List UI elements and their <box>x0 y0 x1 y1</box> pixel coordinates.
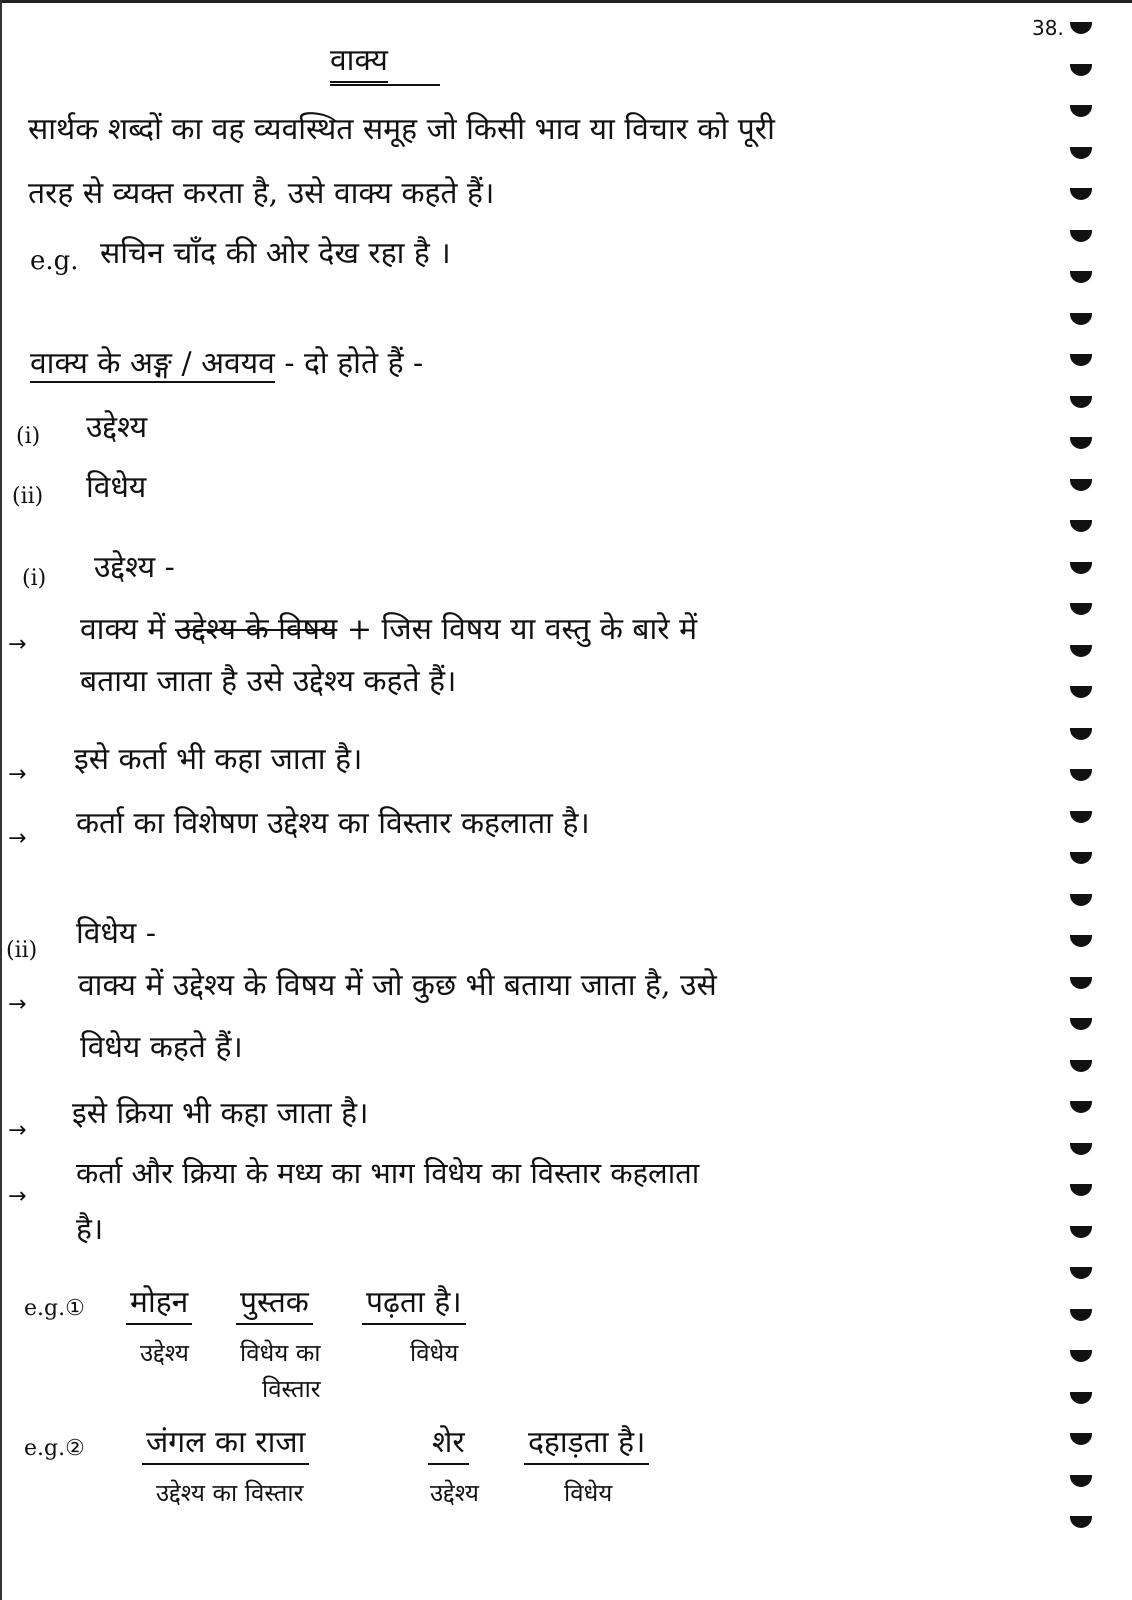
arrow-icon: → <box>8 632 27 657</box>
page-number: 38. <box>1032 16 1064 40</box>
spiral-ring <box>1070 1516 1092 1528</box>
spiral-ring <box>1070 354 1092 366</box>
spiral-ring <box>1070 603 1092 615</box>
example-2-subject-extension: जंगल का राजा <box>142 1420 309 1465</box>
spiral-ring <box>1070 520 1092 532</box>
spiral-ring <box>1070 313 1092 325</box>
spiral-ring <box>1070 1433 1092 1445</box>
example-1-label-extension: विधेय का <box>240 1339 321 1367</box>
subject-point-2: इसे कर्ता भी कहा जाता है। <box>74 742 363 777</box>
spiral-ring <box>1070 1267 1092 1279</box>
example-2-label-predicate: विधेय <box>564 1479 613 1507</box>
arrow-icon: → <box>8 762 27 787</box>
spiral-ring <box>1070 1101 1092 1113</box>
spiral-ring <box>1070 479 1092 491</box>
parts-list-marker-1: (i) <box>16 424 41 449</box>
spiral-ring <box>1070 396 1092 408</box>
definition-example: सचिन चाँद की ओर देख रहा है । <box>100 236 451 271</box>
arrow-icon: → <box>8 992 27 1017</box>
spiral-ring <box>1070 645 1092 657</box>
title-double-underline <box>330 84 440 86</box>
parts-heading-rest: - दो होते हैं - <box>274 346 424 381</box>
definition-line-1: सार्थक शब्दों का वह व्यवस्थित समूह जो किसी भाव या विचार को पूरी <box>28 112 775 147</box>
page-top-edge <box>0 0 1132 3</box>
spiral-ring <box>1070 562 1092 574</box>
arrow-icon: → <box>8 1118 27 1143</box>
spiral-ring <box>1070 1309 1092 1321</box>
predicate-point-1-line-2: विधेय कहते हैं। <box>80 1030 243 1065</box>
spiral-ring <box>1070 1018 1092 1030</box>
subject-point-1-line-2: बताया जाता है उसे उद्देश्य कहते हैं। <box>80 664 457 699</box>
spiral-binding <box>1070 22 1100 1582</box>
example-1-label-extension-2: विस्तार <box>262 1375 321 1403</box>
spiral-ring <box>1070 437 1092 449</box>
spiral-ring <box>1070 230 1092 242</box>
parts-list-item-1: उद्देश्य <box>86 410 148 445</box>
spiral-ring <box>1070 147 1092 159</box>
subject-point-3: कर्ता का विशेषण उद्देश्य का विस्तार कहलाता है। <box>76 806 590 841</box>
arrow-icon: → <box>8 826 27 851</box>
spiral-ring <box>1070 894 1092 906</box>
subject-section-heading: उद्देश्य - <box>94 550 175 585</box>
spiral-ring <box>1070 1392 1092 1404</box>
spiral-ring <box>1070 977 1092 989</box>
page-left-edge <box>0 0 2 1600</box>
spiral-ring <box>1070 811 1092 823</box>
spiral-ring <box>1070 64 1092 76</box>
subject-section-marker: (i) <box>22 566 47 591</box>
parts-list-item-2: विधेय <box>86 470 147 505</box>
predicate-point-1-line-1: वाक्य में उद्देश्य के विषय में जो कुछ भी बताया जाता है, उसे <box>78 968 717 1003</box>
predicate-point-3-line-2: है। <box>76 1212 104 1247</box>
example-2-subject: शेर <box>428 1420 469 1465</box>
spiral-ring <box>1070 22 1092 34</box>
spiral-ring <box>1070 1184 1092 1196</box>
example-1-label-subject: उद्देश्य <box>140 1339 189 1367</box>
predicate-section-heading: विधेय - <box>76 916 156 951</box>
struck-text: उद्देश्य के विषय <box>174 612 338 647</box>
spiral-ring <box>1070 188 1092 200</box>
arrow-icon: → <box>8 1184 27 1209</box>
parts-list-marker-2: (ii) <box>12 484 44 509</box>
definition-line-2: तरह से व्यक्त करता है, उसे वाक्य कहते हैं। <box>28 176 495 211</box>
example-1-marker: e.g.① <box>24 1296 85 1321</box>
spiral-ring <box>1070 105 1092 117</box>
predicate-point-2: इसे क्रिया भी कहा जाता है। <box>72 1096 369 1131</box>
spiral-ring <box>1070 686 1092 698</box>
example-2-marker: e.g.② <box>24 1436 85 1461</box>
example-prefix: e.g. <box>30 246 79 276</box>
spiral-ring <box>1070 1475 1092 1487</box>
example-1-predicate: पढ़ता है। <box>362 1280 466 1325</box>
predicate-point-3-line-1: कर्ता और क्रिया के मध्य का भाग विधेय का विस्तार कहलाता <box>76 1156 700 1190</box>
subject-point-1-line-1: वाक्य में उद्देश्य के विषय + जिस विषय या वस्तु के बारे में <box>80 612 698 647</box>
example-2-label-subject: उद्देश्य <box>430 1479 479 1507</box>
predicate-section-marker: (ii) <box>6 938 38 963</box>
example-1-predicate-extension: पुस्तक <box>236 1280 313 1325</box>
example-1-label-predicate: विधेय <box>410 1339 459 1367</box>
example-1-subject: मोहन <box>126 1280 192 1325</box>
page-title: वाक्य <box>330 38 388 83</box>
parts-heading-underlined: वाक्य के अङ्ग / अवयव <box>30 346 275 381</box>
spiral-ring <box>1070 935 1092 947</box>
spiral-ring <box>1070 271 1092 283</box>
spiral-ring <box>1070 728 1092 740</box>
spiral-ring <box>1070 1060 1092 1072</box>
spiral-ring <box>1070 1143 1092 1155</box>
spiral-ring <box>1070 769 1092 781</box>
spiral-ring <box>1070 1226 1092 1238</box>
example-2-predicate: दहाड़ता है। <box>524 1420 649 1465</box>
spiral-ring <box>1070 1350 1092 1362</box>
example-2-label-extension: उद्देश्य का विस्तार <box>156 1479 304 1507</box>
parts-heading <box>30 346 423 382</box>
spiral-ring <box>1070 852 1092 864</box>
